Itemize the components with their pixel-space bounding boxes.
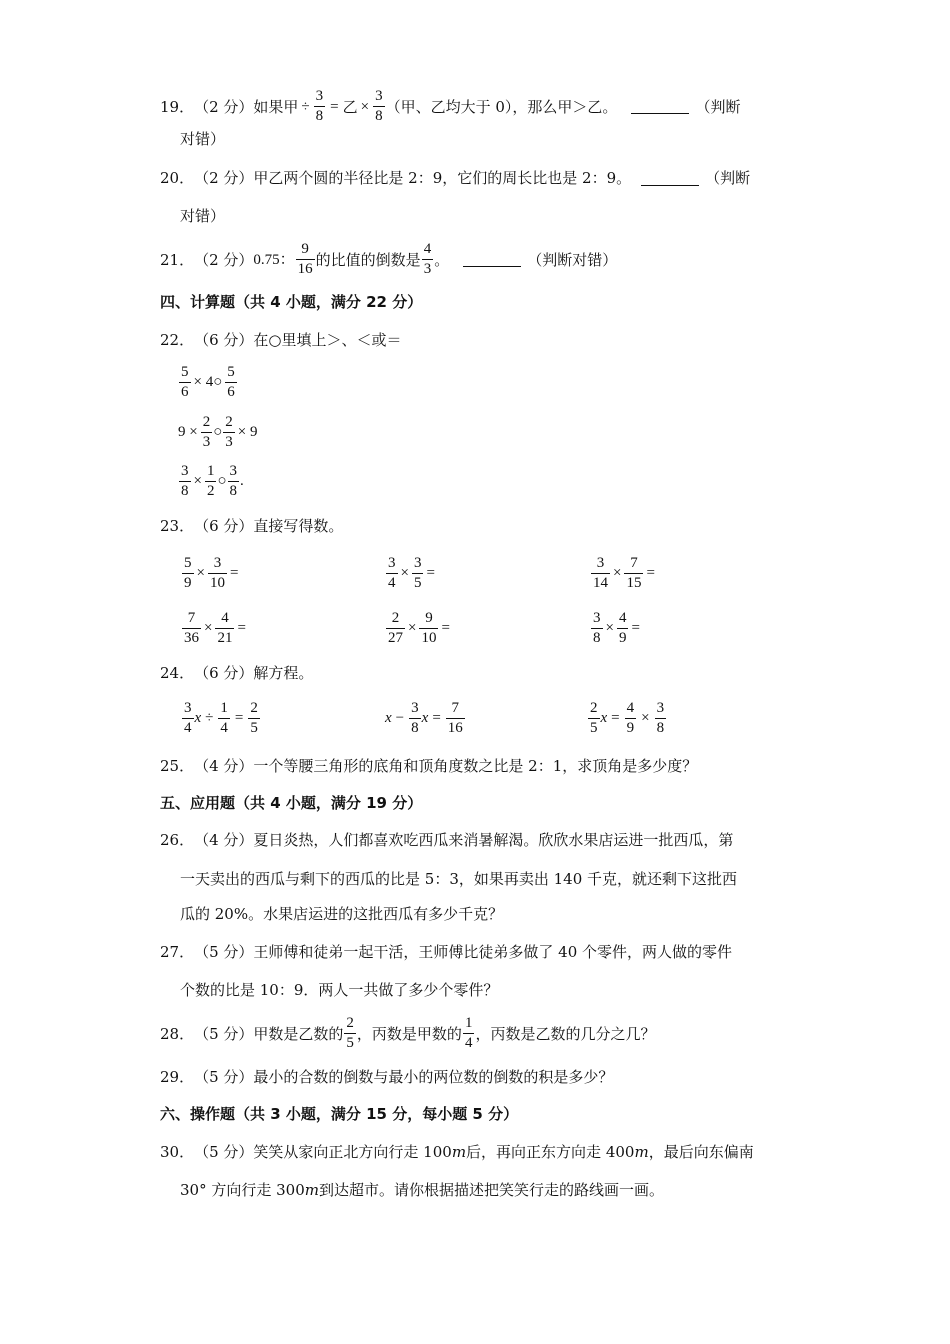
fraction: $\frac{7}{15}$: [626, 555, 642, 591]
question-text: 甲数是乙数的: [253, 1024, 344, 1043]
operator: ×: [613, 565, 622, 581]
question-text: 30° 方向行走 300: [180, 1181, 305, 1199]
question-20-cont: 对错）: [180, 207, 226, 225]
unit: m: [451, 1143, 467, 1161]
section-heading-6: 六、操作题（共 3 小题，满分 15 分，每小题 5 分）: [160, 1105, 519, 1123]
answer-blank[interactable]: [641, 171, 699, 186]
question-21: [160, 241, 617, 278]
operator: ×: [605, 620, 614, 636]
fraction: $\frac{5}{9}$: [184, 555, 192, 591]
operator: ×: [641, 710, 650, 726]
question-text: ，最后向东偏南: [648, 1143, 754, 1161]
operator: =: [234, 710, 244, 726]
question-number: 22．: [160, 331, 195, 349]
fraction: $\frac{3}{14}$: [593, 555, 608, 591]
q23-item: [590, 555, 655, 592]
q23-item: [385, 610, 450, 647]
question-text: 。: [434, 250, 450, 269]
question-score: （5 分）: [194, 1024, 254, 1043]
fraction: $\frac{3}{4}$: [388, 555, 396, 591]
operator: ×: [196, 565, 205, 581]
fraction: $\frac{7}{16}$: [447, 700, 463, 736]
question-24: [160, 662, 313, 684]
question-20: [160, 167, 750, 189]
question-number: 20．: [160, 169, 195, 187]
fraction: $\frac{2}{3}$: [225, 414, 233, 450]
question-text: ，丙数是乙数的几分之几？: [475, 1024, 656, 1043]
question-score: （5 分）: [194, 943, 254, 961]
unit: m: [304, 1181, 319, 1199]
operator: =: [441, 620, 450, 636]
fraction: $\frac{1}{2}$: [206, 463, 215, 499]
fraction: $\frac{4}{9}$: [626, 700, 635, 736]
question-text: 的比值的倒数是: [315, 250, 421, 269]
fraction: $\frac{9}{16}$: [297, 241, 313, 277]
question-number: 28．: [160, 1024, 195, 1043]
fraction: $\frac{3}{8}$: [315, 88, 324, 124]
variable: x: [385, 710, 392, 726]
q23-item: [385, 555, 435, 592]
fraction: $\frac{4}{21}$: [217, 610, 233, 646]
question-number: 19．: [160, 97, 195, 116]
question-score: （4 分）: [194, 757, 254, 775]
unit: m: [634, 1143, 649, 1161]
question-text: 乙: [342, 97, 358, 116]
operator: ×: [193, 473, 202, 489]
fraction: $\frac{4}{3}$: [423, 241, 432, 277]
question-28: [160, 1015, 655, 1052]
question-text: 如果甲: [253, 97, 299, 116]
question-23: [160, 515, 343, 537]
question-score: （2 分）: [194, 250, 254, 269]
expression: 9 ×: [178, 424, 198, 440]
fraction: $\frac{1}{4}$: [464, 1015, 473, 1051]
operator: =: [631, 620, 640, 636]
question-text: 最小的合数的倒数与最小的两位数的倒数的积是多少？: [253, 1068, 614, 1086]
question-score: （5 分）: [194, 1068, 254, 1086]
operator: ÷: [301, 98, 310, 115]
question-score: （4 分）: [194, 831, 254, 849]
operator: ×: [360, 98, 370, 115]
question-number: 25．: [160, 757, 195, 775]
question-text: （判断: [695, 97, 741, 116]
question-number: 23．: [160, 517, 195, 535]
equation-1: [181, 700, 261, 737]
fraction: $\frac{3}{8}$: [229, 463, 238, 499]
question-30-line-2: [180, 1179, 664, 1201]
fraction: $\frac{3}{8}$: [593, 610, 601, 646]
question-text: 夏日炎热，人们都喜欢吃西瓜来消暑解渴。欣欣水果店运进一批西瓜，第: [253, 831, 734, 849]
fraction: $\frac{3}{4}$: [184, 700, 192, 736]
question-29: [160, 1066, 613, 1088]
operator: =: [330, 98, 339, 115]
fraction: $\frac{2}{3}$: [202, 414, 211, 450]
fraction: $\frac{2}{27}$: [388, 610, 403, 646]
answer-blank[interactable]: [463, 252, 521, 267]
equation-3: [587, 700, 667, 737]
question-number: 26．: [160, 831, 195, 849]
question-score: （6 分）: [194, 331, 254, 349]
question-text: 解方程。: [253, 664, 314, 682]
fraction: $\frac{7}{36}$: [184, 610, 199, 646]
fraction: $\frac{2}{5}$: [250, 700, 258, 736]
fraction: $\frac{3}{10}$: [209, 555, 225, 591]
question-score: （2 分）: [194, 97, 254, 116]
compare-circle[interactable]: ○: [213, 424, 223, 440]
fraction: $\frac{1}{4}$: [220, 700, 228, 736]
variable: x: [600, 710, 608, 726]
question-score: （2 分）: [194, 169, 254, 187]
question-text: 在○里填上＞、＜或＝: [253, 331, 402, 349]
punctuation: .: [240, 473, 244, 489]
question-number: 21．: [160, 250, 195, 269]
operator: =: [426, 565, 435, 581]
question-score: （6 分）: [194, 664, 254, 682]
question-text: 0.75：: [253, 251, 295, 268]
question-text: 到达超市。请你根据描述把笑笑行走的路线画一画。: [319, 1181, 665, 1199]
operator: =: [611, 710, 620, 726]
question-text: （甲、乙均大于 0），那么甲＞乙。: [385, 97, 618, 116]
operator: ×: [408, 620, 417, 636]
compare-circle[interactable]: ○: [217, 473, 227, 489]
operator: =: [432, 710, 441, 726]
fraction: $\frac{3}{8}$: [375, 88, 383, 124]
q23-item: [590, 610, 640, 647]
question-text: （判断: [705, 169, 751, 187]
variable: x: [194, 710, 202, 726]
operator: ÷: [205, 710, 214, 726]
question-text: 直接写得数。: [253, 517, 344, 535]
question-22: [160, 329, 402, 351]
fraction: $\frac{4}{9}$: [618, 610, 627, 646]
question-26-line-3: 瓜的 20%。水果店运进的这批西瓜有多少千克？: [180, 905, 504, 923]
question-text: （判断对错）: [527, 250, 618, 269]
q22-line-2: [178, 414, 258, 451]
question-number: 29．: [160, 1068, 195, 1086]
compare-expression[interactable]: × 4○: [193, 374, 223, 390]
section-heading-4: 四、计算题（共 4 小题，满分 22 分）: [160, 293, 423, 311]
question-text: 甲乙两个圆的半径比是 2：9，它们的周长比也是 2：9。: [253, 169, 632, 187]
q23-item: [181, 610, 246, 647]
operator: =: [229, 565, 239, 581]
fraction: $\frac{5}{6}$: [181, 364, 189, 400]
question-text: 一个等腰三角形的底角和顶角度数之比是 2：1，求顶角是多少度？: [253, 757, 698, 775]
question-19: [160, 88, 740, 125]
question-text: 后，再向正东方向走 400: [466, 1143, 635, 1161]
question-number: 27．: [160, 943, 195, 961]
question-number: 24．: [160, 664, 195, 682]
fraction: $\frac{3}{8}$: [656, 700, 665, 736]
question-text: ，丙数是甲数的: [356, 1024, 462, 1043]
fraction: $\frac{2}{5}$: [346, 1015, 354, 1051]
question-19-cont: 对错）: [180, 130, 226, 148]
q22-line-1: [178, 364, 238, 401]
equation-2: [385, 700, 466, 737]
operator: −: [395, 710, 405, 726]
fraction: $\frac{3}{8}$: [411, 700, 419, 736]
question-26-line-2: 一天卖出的西瓜与剩下的西瓜的比是 5：3，如果再卖出 140 千克，就还剩下这批西: [180, 870, 738, 888]
q22-line-3: [178, 463, 244, 500]
fraction: $\frac{5}{6}$: [227, 364, 235, 400]
fraction: $\frac{2}{5}$: [590, 700, 598, 736]
operator: ×: [204, 620, 213, 636]
question-30: [160, 1141, 754, 1163]
variable: x: [421, 710, 429, 726]
question-score: （5 分）: [194, 1143, 254, 1161]
answer-blank[interactable]: [631, 99, 689, 114]
question-number: 30．: [160, 1143, 195, 1161]
question-27-line-2: 个数的比是 10：9．两人一共做了多少个零件？: [180, 981, 499, 999]
operator: =: [237, 620, 246, 636]
fraction: $\frac{3}{8}$: [181, 463, 189, 499]
section-heading-5: 五、应用题（共 4 小题，满分 19 分）: [160, 794, 423, 812]
question-text: 王师傅和徒弟一起干活，王师傅比徒弟多做了 40 个零件，两人做的零件: [253, 943, 733, 961]
question-27: [160, 941, 732, 963]
question-26: [160, 829, 733, 851]
fraction: $\frac{3}{5}$: [413, 555, 422, 591]
expression: × 9: [237, 424, 258, 440]
operator: ×: [400, 565, 409, 581]
question-text: 笑笑从家向正北方向行走 100: [253, 1143, 452, 1161]
operator: =: [646, 565, 655, 581]
fraction: $\frac{9}{10}$: [421, 610, 437, 646]
question-25: [160, 755, 697, 777]
question-score: （6 分）: [194, 517, 254, 535]
q23-item: [181, 555, 238, 592]
